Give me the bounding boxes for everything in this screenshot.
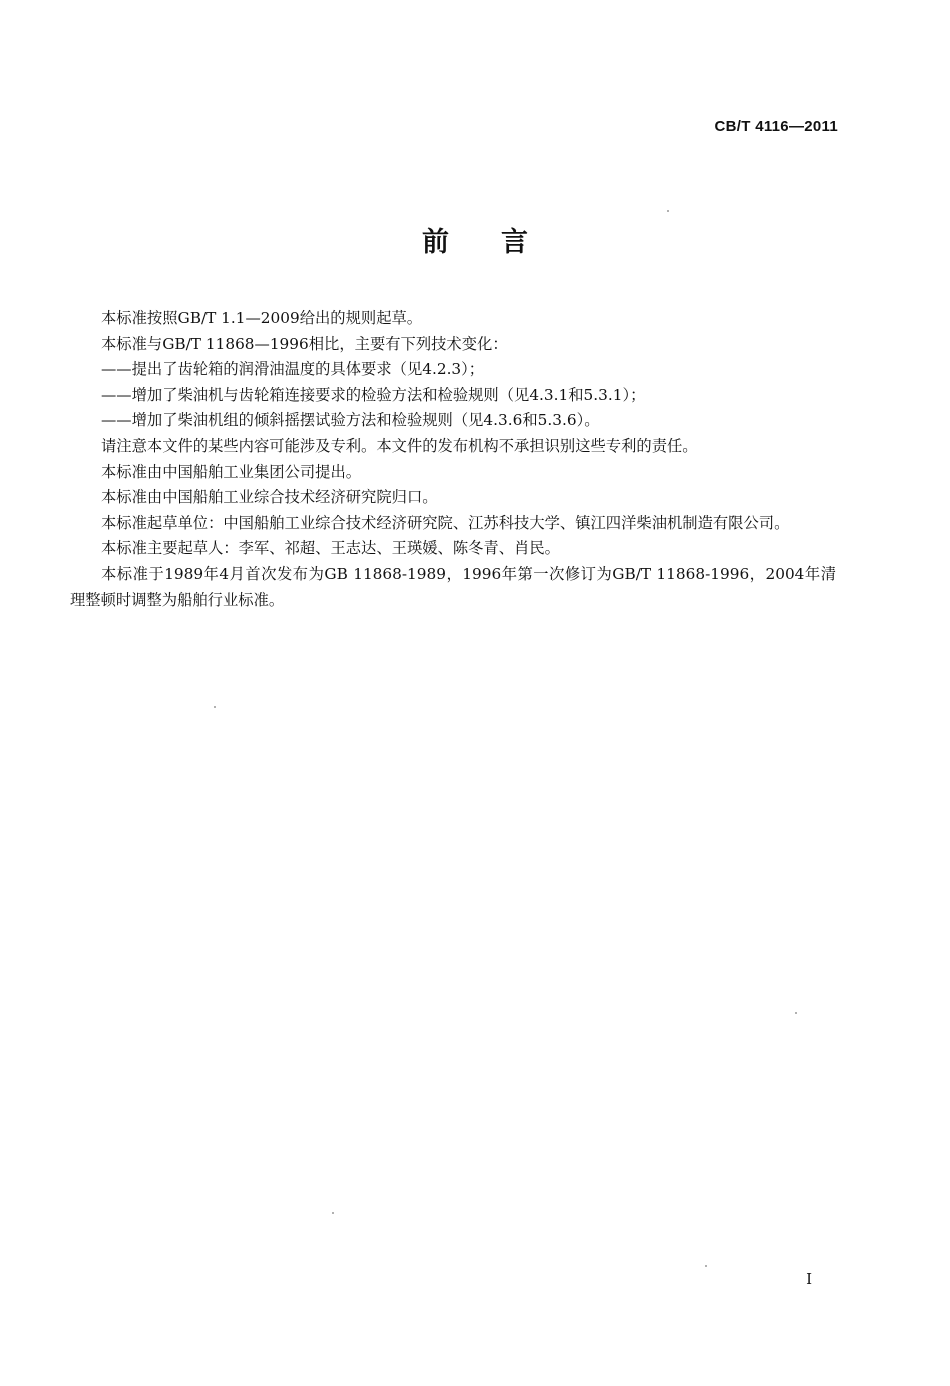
paragraph-change-item-2: ——增加了柴油机与齿轮箱连接要求的检验方法和检验规则（见4.3.1和5.3.1）；: [101, 385, 646, 404]
paragraph-drafters: 本标准主要起草人：李军、祁超、王志达、王瑛媛、陈冬青、肖民。: [101, 539, 560, 558]
page-title: [0, 220, 950, 259]
paragraph-change-item-3: ——增加了柴油机组的倾斜摇摆试验方法和检验规则（见4.3.6和5.3.6）。: [101, 411, 600, 430]
paragraph-patent-notice: 请注意本文件的某些内容可能涉及专利。本文件的发布机构不承担识别这些专利的责任。: [101, 436, 698, 455]
scan-speck: [667, 210, 669, 212]
paragraph-drafting-units: 本标准起草单位：中国船舶工业综合技术经济研究院、江苏科技大学、镇江四洋柴油机制造有限公司。: [101, 513, 790, 532]
scan-speck: [332, 1212, 334, 1214]
paragraph-history: 本标准于1989年4月首次发布为GB 11868-1989，1996年第一次修订为GB/T 11868-1996，2004年清理整顿时调整为船舶行业标准。: [70, 564, 836, 609]
paragraph-change-item-1: ——提出了齿轮箱的润滑油温度的具体要求（见4.2.3）；: [101, 360, 485, 379]
scan-speck: [705, 1265, 707, 1267]
paragraph-centralized-by: 本标准由中国船舶工业综合技术经济研究院归口。: [101, 488, 438, 507]
paragraph-drafting-rules: 本标准按照GB/T 1.1—2009给出的规则起草。: [101, 309, 423, 327]
scan-speck: [214, 706, 216, 708]
paragraph-proposer: 本标准由中国船舶工业集团公司提出。: [101, 462, 362, 481]
page-title-char-1: 前: [422, 227, 449, 258]
foreword-body: [70, 306, 836, 613]
standard-code: CB/T 4116—2011: [714, 118, 838, 135]
page-number: I: [806, 1270, 812, 1288]
paragraph-changes-intro: 本标准与GB/T 11868—1996相比，主要有下列技术变化：: [101, 334, 508, 353]
page-title-char-2: 言: [501, 227, 528, 258]
scan-speck: [795, 1012, 797, 1014]
